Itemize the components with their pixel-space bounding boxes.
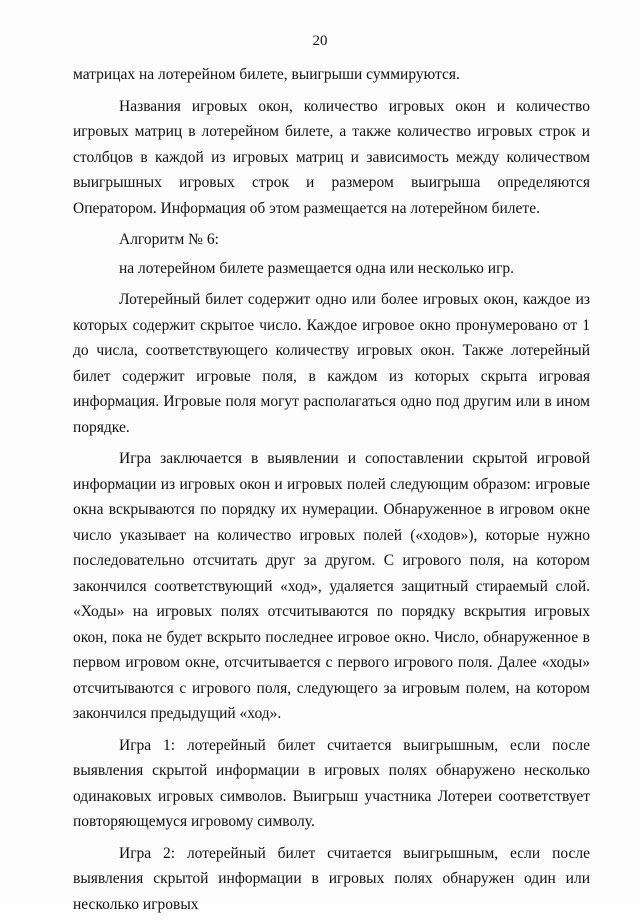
paragraph-algorithm-games: на лотерейном билете размещается одна или несколько игр. [119, 259, 515, 277]
paragraph-continuation: матрицах на лотерейном билете, выигрыши суммируются. [73, 66, 460, 83]
paragraph-algorithm-heading: Алгоритм № 6: [119, 231, 219, 248]
page-body [73, 62, 590, 923]
paragraph-game-1: Игра 1: лотерейный билет считается выигрышным, если после выявления скрытой информации в игровых полях обнаружено несколько одинаковых игровых символов. Выигрыш участника Лотереи соответствует повторяющемуся игровому символу. [73, 736, 590, 830]
paragraph-game-rules: Игра заключается в выявлении и сопоставлении скрытой игровой информации из игровых окон и игровых полей следующим образом: игровые окна вскрываются по порядку их нумерации. Обнаруженное в игровом окне число указывает на количество игровых полей («ходов»), которые нужно последовательно отсчитать друг за другом. С игрового поля, на котором закончился соответствующий «ход», удаляется защитный стираемый слой. «Ходы» на игровых полях отсчитываются по порядку вскрытия игровых окон, пока не будет вскрыто последнее игровое окно. Число, обнаруженное в первом игровом окне, отсчитывается с первого игрового поля. Далее «ходы» отсчитываются с игрового поля, следующего за игровым полем, на котором закончился предыдущий «ход». [73, 450, 590, 722]
paragraph-game-windows-info: Названия игровых окон, количество игровых окон и количество игровых матриц в лотерейном билете, а также количество игровых строк и столбцов в каждой из игровых матриц и зависимость между количеством выигрышных игровых строк и размером выигрыша определяются Оператором. Информация об этом размещается на лотерейном билете. [73, 97, 590, 217]
page-number: 20 [312, 33, 328, 49]
paragraph-game-2: Игра 2: лотерейный билет считается выигрышным, если после выявления скрытой информации в игровых полях обнаружен один или несколько игровых [73, 844, 590, 913]
paragraph-ticket-windows: Лотерейный билет содержит одно или более игровых окон, каждое из которых содержит скрытое число. Каждое игровое окно пронумеровано от 1 до числа, соответствующего количеству игровых окон. Также лотерейный билет содержит игровые поля, в каждом из которых скрыта игровая информация. Игровые поля могут располагаться одно под другим или в ином порядке. [73, 291, 590, 436]
